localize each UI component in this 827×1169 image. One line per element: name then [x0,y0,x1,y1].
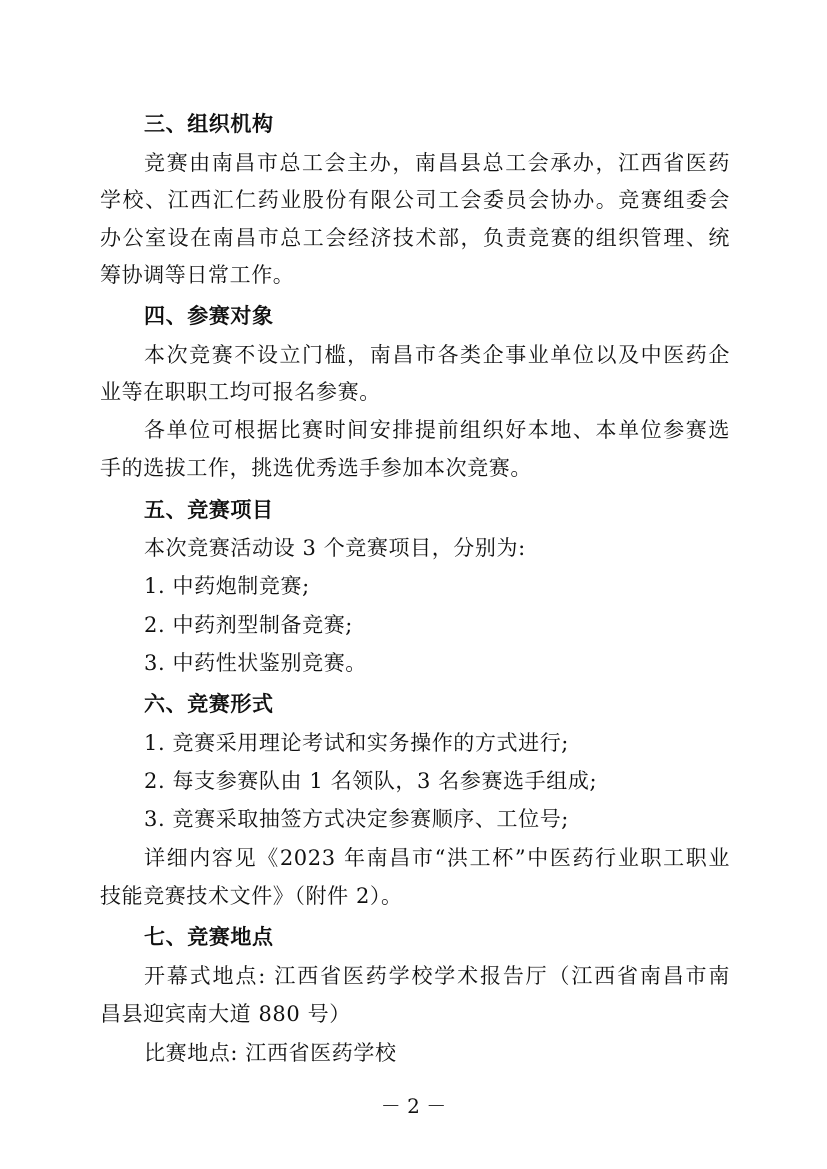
paragraph-line: 技能竞赛技术文件》（附件 2）。 [100,884,403,908]
paragraph-line: 本次竞赛活动设 3 个竞赛项目，分别为: [144,536,526,560]
list-item: 1. 中药炮制竞赛; [144,574,310,598]
paragraph-line: 比赛地点: 江西省医药学校 [144,1041,397,1065]
paragraph-line: 办公室设在南昌市总工会经济技术部，负责竞赛的组织管理、统 [100,226,730,250]
section-heading-participants: 四、参赛对象 [144,304,274,328]
paragraph-line: 开幕式地点: 江西省医药学校学术报告厅（江西省南昌市南 [144,964,730,988]
list-item: 1. 竞赛采用理论考试和实务操作的方式进行; [144,731,569,755]
list-item: 3. 中药性状鉴别竞赛。 [144,651,367,675]
paragraph-line: 学校、江西汇仁药业股份有限公司工会委员会协办。竞赛组委会 [100,188,730,212]
list-item: 3. 竞赛采取抽签方式决定参赛顺序、工位号; [144,807,569,831]
paragraph-line: 业等在职职工均可报名参赛。 [100,380,381,404]
paragraph-line: 详细内容见《2023 年南昌市“洪工杯”中医药行业职工职业 [144,846,730,870]
paragraph-line: 昌县迎宾南大道 880 号） [100,1002,351,1026]
paragraph-line: 本次竞赛不设立门槛，南昌市各类企事业单位以及中医药企 [144,343,730,367]
page-number: － 2 － [380,1094,447,1118]
list-item: 2. 每支参赛队由 1 名领队，3 名参赛选手组成; [144,769,598,793]
section-heading-organization: 三、组织机构 [144,112,274,136]
list-item: 2. 中药剂型制备竞赛; [144,613,353,637]
paragraph-line: 竞赛由南昌市总工会主办，南昌县总工会承办，江西省医药 [144,151,730,175]
section-heading-events: 五、竞赛项目 [144,498,274,522]
section-heading-format: 六、竞赛形式 [144,692,274,716]
paragraph-line: 筹协调等日常工作。 [100,263,295,287]
section-heading-venue: 七、竞赛地点 [144,925,274,949]
paragraph-line: 手的选拔工作，挑选优秀选手参加本次竞赛。 [100,456,532,480]
paragraph-line: 各单位可根据比赛时间安排提前组织好本地、本单位参赛选 [144,418,730,442]
